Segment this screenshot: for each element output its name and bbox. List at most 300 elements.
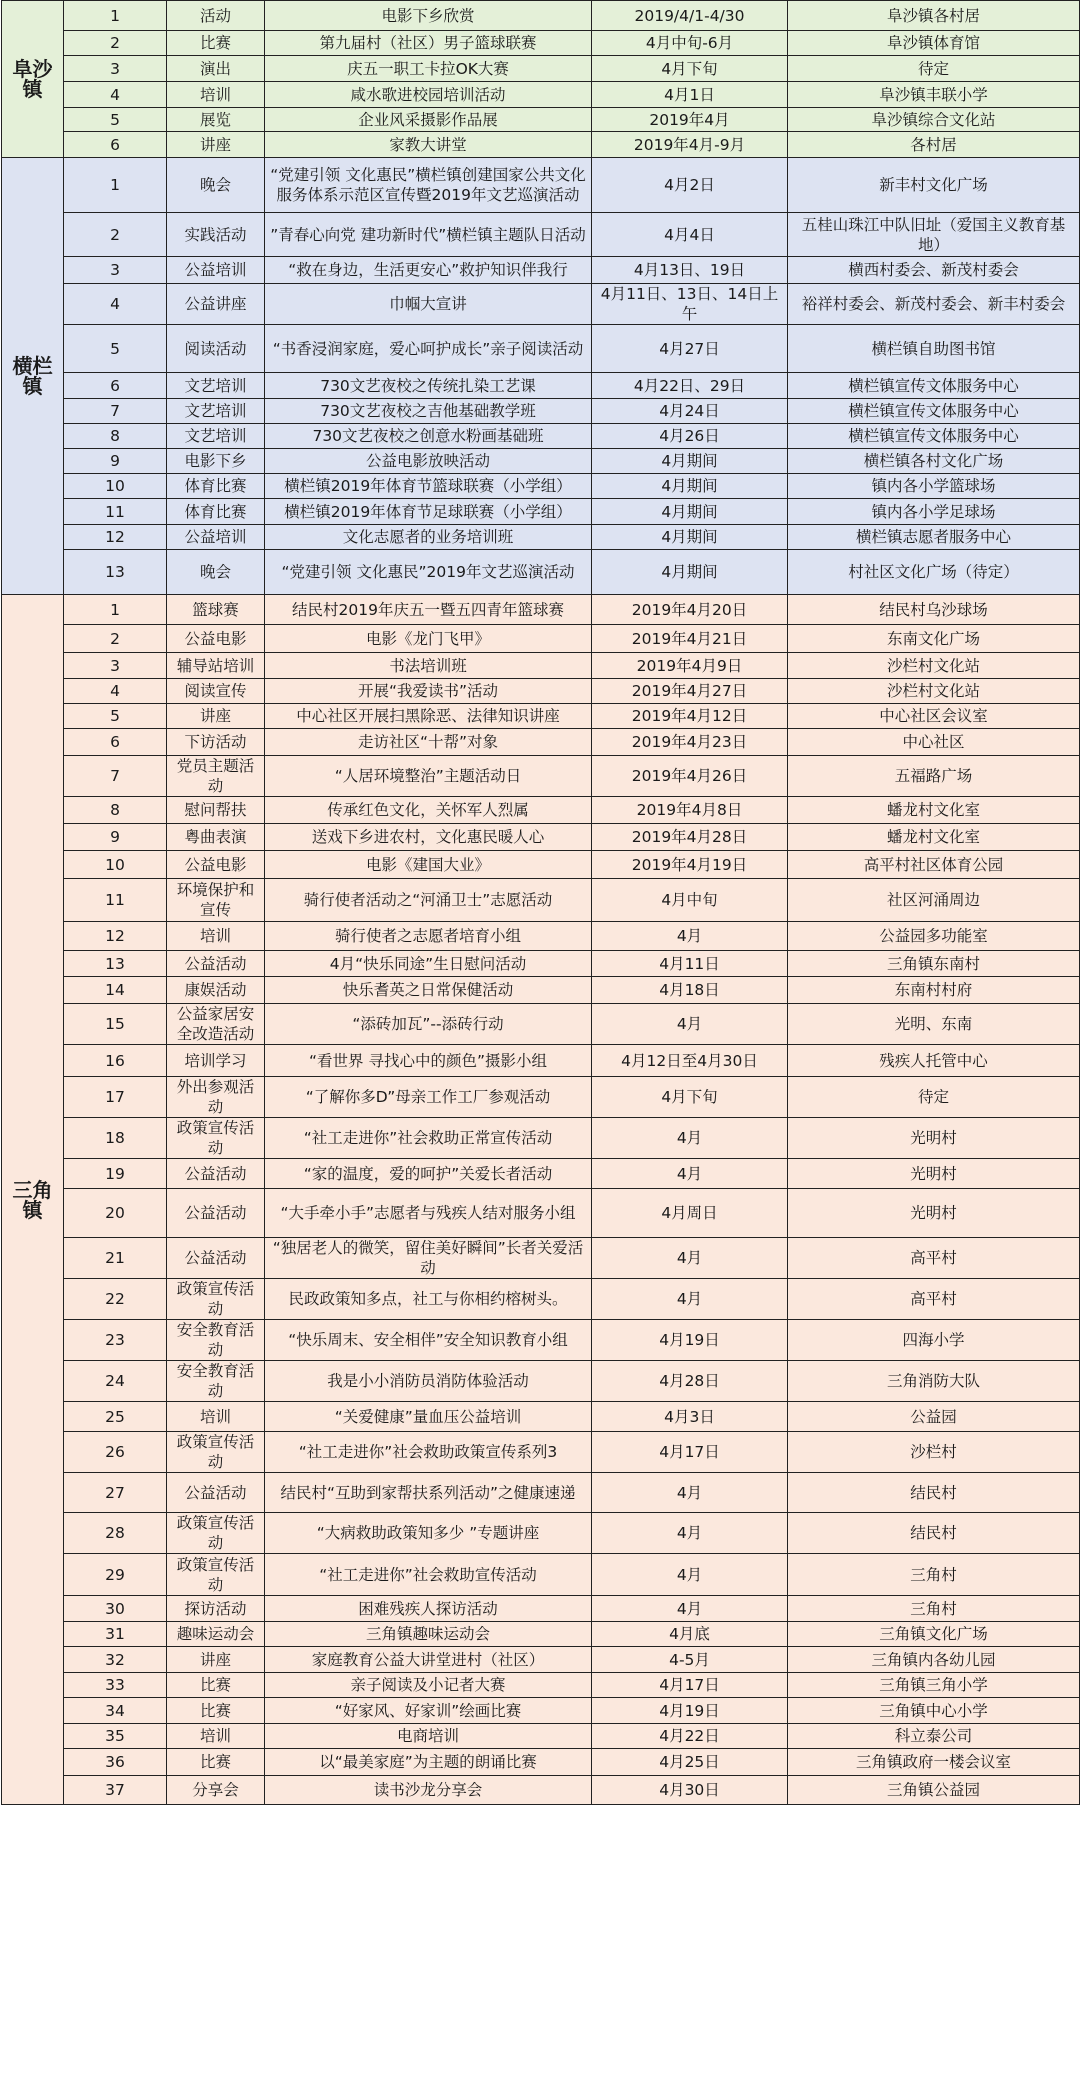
row-number: 4	[64, 679, 167, 704]
activity-schedule-table	[1, 0, 1080, 1805]
activity-date: 4月19日	[592, 1320, 788, 1361]
activity-title: 结民村“互助到家帮扶系列活动”之健康速递	[265, 1473, 592, 1513]
row-number: 37	[64, 1776, 167, 1805]
activity-type: 篮球赛	[167, 595, 265, 625]
activity-place: 高平村	[788, 1238, 1080, 1279]
activity-date: 4月11日	[592, 951, 788, 977]
activity-place: 三角镇文化广场	[788, 1622, 1080, 1647]
activity-type: 文艺培训	[167, 424, 265, 449]
row-number: 12	[64, 922, 167, 951]
activity-place: 光明村	[788, 1118, 1080, 1159]
activity-type: 下访活动	[167, 729, 265, 756]
activity-date: 4月	[592, 1159, 788, 1189]
activity-type: 培训	[167, 82, 265, 108]
activity-title: 企业风采摄影作品展	[265, 108, 592, 132]
activity-type: 讲座	[167, 704, 265, 729]
activity-date: 2019年4月27日	[592, 679, 788, 704]
table-row	[2, 1554, 1080, 1596]
activity-place: 横栏镇志愿者服务中心	[788, 525, 1080, 550]
row-number: 8	[64, 797, 167, 824]
activity-type: 公益培训	[167, 257, 265, 284]
activity-date: 4月	[592, 1004, 788, 1045]
row-number: 2	[64, 31, 167, 56]
table-row	[2, 1320, 1080, 1361]
activity-title: “大病救助政策知多少 ”专题讲座	[265, 1513, 592, 1554]
activity-place: 中心社区	[788, 729, 1080, 756]
table-row	[2, 1, 1080, 31]
activity-type: 培训	[167, 922, 265, 951]
row-number: 11	[64, 499, 167, 525]
row-number: 31	[64, 1622, 167, 1647]
activity-title: 书法培训班	[265, 653, 592, 679]
table-row	[2, 499, 1080, 525]
activity-place: 高平村	[788, 1279, 1080, 1320]
activity-place: 三角村	[788, 1596, 1080, 1622]
activity-date: 4月	[592, 922, 788, 951]
activity-date: 4月24日	[592, 399, 788, 424]
activity-title: “社工走进你”社会救助正常宣传活动	[265, 1118, 592, 1159]
activity-place: 阜沙镇综合文化站	[788, 108, 1080, 132]
table-row	[2, 132, 1080, 158]
activity-date: 2019年4月21日	[592, 625, 788, 653]
table-row	[2, 1749, 1080, 1776]
activity-date: 4月4日	[592, 213, 788, 257]
row-number: 13	[64, 550, 167, 595]
activity-date: 4月	[592, 1238, 788, 1279]
activity-title: “大手牵小手”志愿者与残疾人结对服务小组	[265, 1189, 592, 1238]
activity-type: 活动	[167, 1, 265, 31]
activity-title: 骑行使者活动之“河涌卫士”志愿活动	[265, 879, 592, 922]
row-number: 17	[64, 1077, 167, 1118]
activity-date: 4月27日	[592, 325, 788, 373]
activity-title: 读书沙龙分享会	[265, 1776, 592, 1805]
activity-type: 趣味运动会	[167, 1622, 265, 1647]
row-number: 1	[64, 1, 167, 31]
activity-title: 电影《龙门飞甲》	[265, 625, 592, 653]
activity-place: 公益园多功能室	[788, 922, 1080, 951]
activity-place: 沙栏村文化站	[788, 679, 1080, 704]
activity-type: 体育比赛	[167, 499, 265, 525]
activity-date: 4-5月	[592, 1647, 788, 1673]
activity-type: 辅导站培训	[167, 653, 265, 679]
activity-type: 公益活动	[167, 1473, 265, 1513]
activity-title: 4月“快乐同途”生日慰问活动	[265, 951, 592, 977]
activity-type: 政策宣传活动	[167, 1118, 265, 1159]
activity-title: 730文艺夜校之创意水粉画基础班	[265, 424, 592, 449]
activity-type: 安全教育活动	[167, 1361, 265, 1402]
activity-title: 走访社区“十帮”对象	[265, 729, 592, 756]
activity-place: 高平村社区体育公园	[788, 851, 1080, 879]
activity-type: 比赛	[167, 1673, 265, 1698]
activity-date: 4月	[592, 1279, 788, 1320]
table-row	[2, 1159, 1080, 1189]
activity-date: 4月3日	[592, 1402, 788, 1432]
activity-title: “救在身边，生活更安心”救护知识伴我行	[265, 257, 592, 284]
activity-title: 快乐耆英之日常保健活动	[265, 977, 592, 1004]
activity-place: 沙栏村文化站	[788, 653, 1080, 679]
activity-type: 外出参观活动	[167, 1077, 265, 1118]
activity-type: 比赛	[167, 1749, 265, 1776]
activity-place: 三角镇内各幼儿园	[788, 1647, 1080, 1673]
activity-type: 晚会	[167, 158, 265, 213]
table-row	[2, 1596, 1080, 1622]
activity-date: 4月11日、13日、14日上午	[592, 284, 788, 325]
activity-title: “社工走进你”社会救助政策宣传系列3	[265, 1432, 592, 1473]
table-row	[2, 625, 1080, 653]
table-row	[2, 108, 1080, 132]
activity-type: 探访活动	[167, 1596, 265, 1622]
activity-date: 4月12日至4月30日	[592, 1045, 788, 1077]
row-number: 21	[64, 1238, 167, 1279]
activity-date: 2019年4月-9月	[592, 132, 788, 158]
activity-type: 康娱活动	[167, 977, 265, 1004]
table-row	[2, 31, 1080, 56]
activity-place: 五福路广场	[788, 756, 1080, 797]
activity-type: 演出	[167, 56, 265, 82]
table-row	[2, 1279, 1080, 1320]
table-row	[2, 951, 1080, 977]
activity-date: 4月期间	[592, 499, 788, 525]
activity-title: “看世界 寻找心中的颜色”摄影小组	[265, 1045, 592, 1077]
activity-date: 4月期间	[592, 474, 788, 499]
activity-title: 送戏下乡进农村，文化惠民暖人心	[265, 824, 592, 851]
activity-date: 4月22日	[592, 1724, 788, 1749]
activity-title: “独居老人的微笑，留住美好瞬间”长者关爱活动	[265, 1238, 592, 1279]
activity-place: 阜沙镇各村居	[788, 1, 1080, 31]
activity-type: 文艺培训	[167, 373, 265, 399]
row-number: 6	[64, 132, 167, 158]
activity-type: 体育比赛	[167, 474, 265, 499]
activity-title: “社工走进你”社会救助宣传活动	[265, 1554, 592, 1596]
activity-title: “人居环境整治”主题活动日	[265, 756, 592, 797]
table-row	[2, 424, 1080, 449]
table-row	[2, 449, 1080, 474]
table-row	[2, 1647, 1080, 1673]
activity-type: 公益培训	[167, 525, 265, 550]
table-row	[2, 1673, 1080, 1698]
activity-title: 我是小小消防员消防体验活动	[265, 1361, 592, 1402]
table-row	[2, 1513, 1080, 1554]
row-number: 11	[64, 879, 167, 922]
activity-date: 2019年4月20日	[592, 595, 788, 625]
table-row	[2, 399, 1080, 424]
row-number: 29	[64, 1554, 167, 1596]
table-row	[2, 653, 1080, 679]
activity-date: 4月	[592, 1554, 788, 1596]
activity-title: 电商培训	[265, 1724, 592, 1749]
activity-date: 4月19日	[592, 1698, 788, 1724]
town-name: 三角镇	[2, 595, 64, 1805]
activity-date: 4月13日、19日	[592, 257, 788, 284]
activity-place: 裕祥村委会、新茂村委会、新丰村委会	[788, 284, 1080, 325]
row-number: 1	[64, 158, 167, 213]
table-row	[2, 851, 1080, 879]
activity-title: 结民村2019年庆五一暨五四青年篮球赛	[265, 595, 592, 625]
row-number: 34	[64, 1698, 167, 1724]
activity-type: 公益家居安全改造活动	[167, 1004, 265, 1045]
activity-type: 公益活动	[167, 1238, 265, 1279]
activity-date: 4月中旬-6月	[592, 31, 788, 56]
row-number: 27	[64, 1473, 167, 1513]
activity-type: 政策宣传活动	[167, 1554, 265, 1596]
activity-place: 横栏镇自助图书馆	[788, 325, 1080, 373]
activity-place: 四海小学	[788, 1320, 1080, 1361]
table-row	[2, 1189, 1080, 1238]
activity-title: 困难残疾人探访活动	[265, 1596, 592, 1622]
activity-date: 2019/4/1-4/30	[592, 1, 788, 31]
activity-date: 4月26日	[592, 424, 788, 449]
activity-place: 村社区文化广场（待定）	[788, 550, 1080, 595]
activity-place: 结民村	[788, 1473, 1080, 1513]
activity-type: 讲座	[167, 1647, 265, 1673]
activity-place: 阜沙镇丰联小学	[788, 82, 1080, 108]
table-row	[2, 1045, 1080, 1077]
activity-place: 五桂山珠江中队旧址（爱国主义教育基地）	[788, 213, 1080, 257]
activity-type: 培训	[167, 1724, 265, 1749]
row-number: 26	[64, 1432, 167, 1473]
activity-date: 2019年4月26日	[592, 756, 788, 797]
table-row	[2, 158, 1080, 213]
town-name: 横栏镇	[2, 158, 64, 595]
table-row	[2, 679, 1080, 704]
row-number: 6	[64, 373, 167, 399]
table-row	[2, 1776, 1080, 1805]
row-number: 1	[64, 595, 167, 625]
activity-place: 横栏镇宣传文体服务中心	[788, 424, 1080, 449]
activity-place: 残疾人托管中心	[788, 1045, 1080, 1077]
row-number: 4	[64, 284, 167, 325]
table-row	[2, 977, 1080, 1004]
schedule-body	[2, 1, 1080, 1805]
activity-type: 环境保护和宣传	[167, 879, 265, 922]
table-row	[2, 756, 1080, 797]
table-row	[2, 1004, 1080, 1045]
table-row	[2, 1238, 1080, 1279]
activity-date: 2019年4月	[592, 108, 788, 132]
row-number: 18	[64, 1118, 167, 1159]
row-number: 23	[64, 1320, 167, 1361]
activity-title: ”青春心向党 建功新时代”横栏镇主题队日活动	[265, 213, 592, 257]
activity-place: 镇内各小学篮球场	[788, 474, 1080, 499]
table-row	[2, 879, 1080, 922]
activity-type: 党员主题活动	[167, 756, 265, 797]
activity-title: 庆五一职工卡拉OK大赛	[265, 56, 592, 82]
activity-type: 政策宣传活动	[167, 1432, 265, 1473]
table-row	[2, 729, 1080, 756]
activity-type: 安全教育活动	[167, 1320, 265, 1361]
table-row	[2, 257, 1080, 284]
activity-date: 4月期间	[592, 550, 788, 595]
table-row	[2, 1698, 1080, 1724]
activity-place: 结民村	[788, 1513, 1080, 1554]
activity-type: 慰问帮扶	[167, 797, 265, 824]
activity-type: 政策宣传活动	[167, 1279, 265, 1320]
activity-title: 家教大讲堂	[265, 132, 592, 158]
row-number: 15	[64, 1004, 167, 1045]
row-number: 9	[64, 824, 167, 851]
activity-place: 镇内各小学足球场	[788, 499, 1080, 525]
activity-title: 三角镇趣味运动会	[265, 1622, 592, 1647]
table-row	[2, 1402, 1080, 1432]
activity-date: 2019年4月19日	[592, 851, 788, 879]
row-number: 14	[64, 977, 167, 1004]
row-number: 33	[64, 1673, 167, 1698]
table-row	[2, 213, 1080, 257]
activity-date: 4月底	[592, 1622, 788, 1647]
table-row	[2, 1361, 1080, 1402]
table-row	[2, 922, 1080, 951]
activity-type: 展览	[167, 108, 265, 132]
activity-date: 4月30日	[592, 1776, 788, 1805]
activity-type: 培训学习	[167, 1045, 265, 1077]
table-row	[2, 1724, 1080, 1749]
activity-type: 文艺培训	[167, 399, 265, 424]
activity-title: 730文艺夜校之传统扎染工艺课	[265, 373, 592, 399]
activity-type: 晚会	[167, 550, 265, 595]
activity-place: 三角镇公益园	[788, 1776, 1080, 1805]
table-row	[2, 525, 1080, 550]
activity-place: 三角消防大队	[788, 1361, 1080, 1402]
table-row	[2, 824, 1080, 851]
row-number: 19	[64, 1159, 167, 1189]
activity-place: 三角镇三角小学	[788, 1673, 1080, 1698]
activity-title: 民政政策知多点，社工与你相约榕树头。	[265, 1279, 592, 1320]
activity-place: 东南村村府	[788, 977, 1080, 1004]
activity-title: 横栏镇2019年体育节篮球联赛（小学组）	[265, 474, 592, 499]
activity-place: 公益园	[788, 1402, 1080, 1432]
activity-type: 公益电影	[167, 851, 265, 879]
table-row	[2, 1432, 1080, 1473]
activity-title: 亲子阅读及小记者大赛	[265, 1673, 592, 1698]
activity-date: 4月	[592, 1596, 788, 1622]
row-number: 16	[64, 1045, 167, 1077]
activity-date: 4月期间	[592, 525, 788, 550]
activity-type: 分享会	[167, 1776, 265, 1805]
activity-date: 4月周日	[592, 1189, 788, 1238]
table-row	[2, 797, 1080, 824]
activity-date: 4月2日	[592, 158, 788, 213]
row-number: 2	[64, 213, 167, 257]
row-number: 8	[64, 424, 167, 449]
activity-place: 新丰村文化广场	[788, 158, 1080, 213]
activity-type: 政策宣传活动	[167, 1513, 265, 1554]
table-row	[2, 373, 1080, 399]
table-row	[2, 474, 1080, 499]
row-number: 10	[64, 851, 167, 879]
activity-date: 2019年4月23日	[592, 729, 788, 756]
activity-title: “关爱健康”量血压公益培训	[265, 1402, 592, 1432]
activity-title: 文化志愿者的业务培训班	[265, 525, 592, 550]
activity-place: 阜沙镇体育馆	[788, 31, 1080, 56]
activity-title: “党建引领 文化惠民”横栏镇创建国家公共文化服务体系示范区宣传暨2019年文艺巡演活动	[265, 158, 592, 213]
activity-type: 比赛	[167, 31, 265, 56]
activity-date: 4月22日、29日	[592, 373, 788, 399]
activity-date: 4月17日	[592, 1432, 788, 1473]
row-number: 20	[64, 1189, 167, 1238]
row-number: 10	[64, 474, 167, 499]
activity-type: 培训	[167, 1402, 265, 1432]
activity-title: “书香浸润家庭，爱心呵护成长”亲子阅读活动	[265, 325, 592, 373]
table-row	[2, 1622, 1080, 1647]
table-row	[2, 1473, 1080, 1513]
activity-place: 光明村	[788, 1189, 1080, 1238]
activity-title: 横栏镇2019年体育节足球联赛（小学组）	[265, 499, 592, 525]
activity-title: 电影下乡欣赏	[265, 1, 592, 31]
activity-place: 科立泰公司	[788, 1724, 1080, 1749]
activity-date: 4月25日	[592, 1749, 788, 1776]
activity-place: 横栏镇宣传文体服务中心	[788, 373, 1080, 399]
activity-date: 4月	[592, 1513, 788, 1554]
activity-date: 4月下旬	[592, 56, 788, 82]
row-number: 28	[64, 1513, 167, 1554]
activity-title: 咸水歌进校园培训活动	[265, 82, 592, 108]
activity-place: 待定	[788, 56, 1080, 82]
activity-title: “好家风、好家训”绘画比赛	[265, 1698, 592, 1724]
activity-title: “家的温度，爱的呵护”关爱长者活动	[265, 1159, 592, 1189]
table-row	[2, 56, 1080, 82]
table-row	[2, 284, 1080, 325]
activity-type: 阅读宣传	[167, 679, 265, 704]
activity-place: 中心社区会议室	[788, 704, 1080, 729]
activity-title: “了解你多D”母亲工作工厂参观活动	[265, 1077, 592, 1118]
row-number: 7	[64, 756, 167, 797]
activity-place: 横栏镇各村文化广场	[788, 449, 1080, 474]
row-number: 9	[64, 449, 167, 474]
table-row	[2, 550, 1080, 595]
activity-date: 4月17日	[592, 1673, 788, 1698]
row-number: 4	[64, 82, 167, 108]
row-number: 5	[64, 704, 167, 729]
activity-type: 粤曲表演	[167, 824, 265, 851]
activity-type: 公益活动	[167, 1189, 265, 1238]
activity-type: 比赛	[167, 1698, 265, 1724]
activity-type: 阅读活动	[167, 325, 265, 373]
activity-date: 2019年4月28日	[592, 824, 788, 851]
row-number: 35	[64, 1724, 167, 1749]
activity-title: “党建引领 文化惠民”2019年文艺巡演活动	[265, 550, 592, 595]
row-number: 30	[64, 1596, 167, 1622]
activity-title: 第九届村（社区）男子篮球联赛	[265, 31, 592, 56]
activity-place: 蟠龙村文化室	[788, 797, 1080, 824]
activity-date: 4月28日	[592, 1361, 788, 1402]
activity-place: 横栏镇宣传文体服务中心	[788, 399, 1080, 424]
activity-date: 4月中旬	[592, 879, 788, 922]
activity-type: 实践活动	[167, 213, 265, 257]
row-number: 6	[64, 729, 167, 756]
row-number: 3	[64, 257, 167, 284]
row-number: 3	[64, 653, 167, 679]
activity-title: 以“最美家庭”为主题的朗诵比赛	[265, 1749, 592, 1776]
activity-title: 公益电影放映活动	[265, 449, 592, 474]
activity-title: 开展“我爱读书”活动	[265, 679, 592, 704]
activity-date: 4月	[592, 1118, 788, 1159]
row-number: 7	[64, 399, 167, 424]
row-number: 22	[64, 1279, 167, 1320]
activity-place: 社区河涌周边	[788, 879, 1080, 922]
activity-place: 横西村委会、新茂村委会	[788, 257, 1080, 284]
table-row	[2, 325, 1080, 373]
row-number: 12	[64, 525, 167, 550]
row-number: 36	[64, 1749, 167, 1776]
activity-place: 光明、东南	[788, 1004, 1080, 1045]
activity-date: 4月下旬	[592, 1077, 788, 1118]
activity-type: 公益讲座	[167, 284, 265, 325]
row-number: 32	[64, 1647, 167, 1673]
row-number: 5	[64, 325, 167, 373]
activity-date: 4月1日	[592, 82, 788, 108]
activity-title: 家庭教育公益大讲堂进村（社区）	[265, 1647, 592, 1673]
activity-place: 待定	[788, 1077, 1080, 1118]
